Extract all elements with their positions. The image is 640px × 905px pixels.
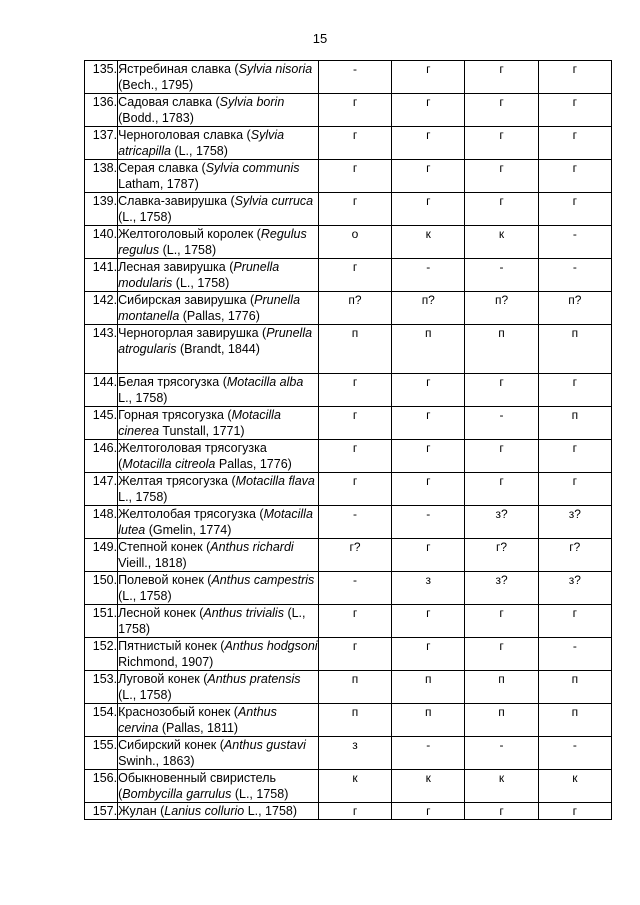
status-cell: г — [318, 127, 391, 160]
species-russian-name: Жулан ( — [118, 804, 165, 818]
status-cell: г — [538, 127, 611, 160]
species-name — [118, 737, 319, 770]
species-name — [118, 440, 319, 473]
species-name — [118, 803, 319, 820]
status-cell: г — [318, 605, 391, 638]
species-authority: Vieill., 1818) — [118, 556, 187, 570]
status-cell: - — [465, 259, 538, 292]
species-authority: L., 1758) — [118, 391, 168, 405]
status-cell: - — [318, 61, 391, 94]
row-number: 135. — [85, 61, 118, 94]
table-row — [85, 127, 612, 160]
table-row — [85, 605, 612, 638]
status-cell: з — [318, 737, 391, 770]
species-russian-name: Садовая славка ( — [118, 95, 220, 109]
row-number: 145. — [85, 407, 118, 440]
status-cell: г — [392, 193, 465, 226]
row-number: 155. — [85, 737, 118, 770]
status-cell: п — [392, 671, 465, 704]
status-cell: - — [318, 572, 391, 605]
status-cell: п — [465, 325, 538, 374]
species-russian-name: Обыкновенный свиристель ( — [118, 771, 276, 801]
status-cell: г — [465, 605, 538, 638]
status-cell: г — [318, 374, 391, 407]
species-latin-name: Sylvia borin — [219, 95, 285, 109]
species-russian-name: Горная трясогузка ( — [118, 408, 232, 422]
species-russian-name: Полевой конек ( — [118, 573, 212, 587]
status-cell: - — [392, 506, 465, 539]
row-number: 144. — [85, 374, 118, 407]
species-russian-name: Степной конек ( — [118, 540, 211, 554]
species-authority: (Bodd., 1783) — [118, 111, 194, 125]
status-cell: г — [318, 803, 391, 820]
status-cell: п? — [392, 292, 465, 325]
row-number: 141. — [85, 259, 118, 292]
table-row — [85, 671, 612, 704]
status-cell: г — [538, 605, 611, 638]
table-row — [85, 506, 612, 539]
row-number: 156. — [85, 770, 118, 803]
status-cell: г — [465, 160, 538, 193]
row-number: 138. — [85, 160, 118, 193]
row-number: 147. — [85, 473, 118, 506]
status-cell: - — [392, 737, 465, 770]
species-name — [118, 193, 319, 226]
species-russian-name: Пятнистый конек ( — [118, 639, 225, 653]
status-cell: г — [318, 160, 391, 193]
status-cell: г — [465, 193, 538, 226]
species-latin-name: Motacilla citreola — [122, 457, 216, 471]
status-cell: з? — [538, 572, 611, 605]
species-latin-name: Anthus campestris — [211, 573, 315, 587]
status-cell: - — [318, 506, 391, 539]
species-name — [118, 605, 319, 638]
status-cell: п — [318, 325, 391, 374]
status-cell: к — [392, 770, 465, 803]
status-cell: г — [538, 440, 611, 473]
species-authority: L., 1758) — [244, 804, 298, 818]
species-russian-name: Желтая трясогузка ( — [118, 474, 236, 488]
species-russian-name: Лесная завирушка ( — [118, 260, 234, 274]
row-number: 151. — [85, 605, 118, 638]
status-cell: п — [318, 671, 391, 704]
table-row — [85, 292, 612, 325]
status-cell: - — [465, 407, 538, 440]
species-latin-name: Regulus regulus — [118, 227, 307, 257]
row-number: 140. — [85, 226, 118, 259]
status-cell: г — [392, 605, 465, 638]
species-authority: (L., 1758) — [118, 606, 306, 636]
table-row — [85, 61, 612, 94]
species-authority: (L., 1758) — [172, 276, 230, 290]
table-row — [85, 770, 612, 803]
species-authority: Tunstall, 1771) — [159, 424, 245, 438]
status-cell: г — [538, 94, 611, 127]
species-authority: Swinh., 1863) — [118, 754, 195, 768]
species-name — [118, 473, 319, 506]
status-cell: г — [392, 374, 465, 407]
species-name — [118, 325, 319, 374]
status-cell: г — [318, 638, 391, 671]
species-authority: (Pallas, 1776) — [179, 309, 260, 323]
species-name — [118, 407, 319, 440]
species-name — [118, 127, 319, 160]
species-latin-name: Anthus trivialis — [203, 606, 284, 620]
status-cell: к — [465, 226, 538, 259]
species-latin-name: Motacilla flava — [235, 474, 315, 488]
species-name — [118, 61, 319, 94]
status-cell: п — [538, 704, 611, 737]
table-row — [85, 704, 612, 737]
status-cell: - — [538, 737, 611, 770]
species-latin-name: Prunella modularis — [118, 260, 280, 290]
species-russian-name: Черноголовая славка ( — [118, 128, 251, 142]
status-cell: з — [392, 572, 465, 605]
species-authority: (L., 1758) — [118, 589, 172, 603]
species-russian-name: Краснозобый конек ( — [118, 705, 238, 719]
table-row — [85, 325, 612, 374]
species-russian-name: Лесной конек ( — [118, 606, 204, 620]
species-russian-name: Черногорлая завирушка ( — [118, 326, 267, 340]
status-cell: - — [538, 226, 611, 259]
status-cell: г — [318, 407, 391, 440]
table-row — [85, 226, 612, 259]
species-name — [118, 572, 319, 605]
species-authority: (L., 1758) — [118, 688, 172, 702]
status-cell: г — [538, 193, 611, 226]
species-latin-name: Sylvia atricapilla — [118, 128, 285, 158]
species-latin-name: Motacilla alba — [226, 375, 304, 389]
row-number: 137. — [85, 127, 118, 160]
table-row — [85, 473, 612, 506]
row-number: 136. — [85, 94, 118, 127]
species-authority: (Brandt, 1844) — [176, 342, 260, 356]
row-number: 153. — [85, 671, 118, 704]
table-row — [85, 440, 612, 473]
species-russian-name: Белая трясогузка ( — [118, 375, 227, 389]
row-number: 150. — [85, 572, 118, 605]
status-cell: г — [318, 259, 391, 292]
species-authority: L., 1758) — [118, 490, 168, 504]
species-russian-name: Желтоголовый королек ( — [118, 227, 261, 241]
species-russian-name: Желтоголовая трясогузка ( — [118, 441, 267, 471]
species-latin-name: Anthus hodgsoni — [224, 639, 318, 653]
species-latin-name: Prunella atrogularis — [118, 326, 313, 356]
status-cell: к — [318, 770, 391, 803]
species-authority: Latham, 1787) — [118, 177, 199, 191]
species-name — [118, 292, 319, 325]
row-number: 139. — [85, 193, 118, 226]
status-cell: п — [538, 325, 611, 374]
species-name — [118, 638, 319, 671]
row-number: 157. — [85, 803, 118, 820]
status-cell: п — [465, 704, 538, 737]
status-cell: п — [465, 671, 538, 704]
status-cell: - — [392, 259, 465, 292]
species-russian-name: Ястребиная славка ( — [118, 62, 239, 76]
species-authority: (L., 1758) — [118, 210, 172, 224]
status-cell: г — [392, 803, 465, 820]
status-cell: п — [318, 704, 391, 737]
species-name — [118, 226, 319, 259]
species-latin-name: Bombycilla garrulus — [122, 787, 232, 801]
species-name — [118, 160, 319, 193]
status-cell: г — [392, 539, 465, 572]
status-cell: г? — [538, 539, 611, 572]
status-cell: г — [465, 94, 538, 127]
species-name — [118, 506, 319, 539]
species-authority: (L., 1758) — [231, 787, 289, 801]
page-number: 15 — [312, 31, 328, 46]
status-cell: г — [392, 473, 465, 506]
species-table — [84, 60, 612, 820]
status-cell: г — [538, 374, 611, 407]
status-cell: г? — [318, 539, 391, 572]
status-cell: г — [392, 638, 465, 671]
status-cell: г — [392, 61, 465, 94]
status-cell: з? — [538, 506, 611, 539]
species-name — [118, 671, 319, 704]
species-name — [118, 770, 319, 803]
row-number: 152. — [85, 638, 118, 671]
status-cell: к — [465, 770, 538, 803]
status-cell: п? — [465, 292, 538, 325]
species-latin-name: Sylvia curruca — [234, 194, 314, 208]
species-russian-name: Желтолобая трясогузка ( — [118, 507, 264, 521]
status-cell: г — [465, 803, 538, 820]
status-cell: г — [465, 374, 538, 407]
status-cell: г — [318, 473, 391, 506]
status-cell: г — [392, 160, 465, 193]
species-table-body — [85, 61, 612, 820]
species-name — [118, 539, 319, 572]
status-cell: г — [465, 61, 538, 94]
status-cell: г — [465, 473, 538, 506]
status-cell: г — [318, 94, 391, 127]
species-latin-name: Anthus pratensis — [207, 672, 301, 686]
species-name — [118, 704, 319, 737]
species-russian-name: Серая славка ( — [118, 161, 206, 175]
species-latin-name: Sylvia nisoria — [238, 62, 313, 76]
status-cell: п — [392, 704, 465, 737]
species-latin-name: Anthus gustavi — [223, 738, 306, 752]
row-number: 154. — [85, 704, 118, 737]
species-name — [118, 259, 319, 292]
table-row — [85, 638, 612, 671]
status-cell: г — [538, 473, 611, 506]
species-latin-name: Motacilla cinerea — [118, 408, 281, 438]
row-number: 146. — [85, 440, 118, 473]
species-authority: (L., 1758) — [170, 144, 228, 158]
status-cell: г — [465, 127, 538, 160]
status-cell: г — [538, 61, 611, 94]
row-number: 148. — [85, 506, 118, 539]
species-russian-name: Сибирская завирушка ( — [118, 293, 255, 307]
status-cell: г — [465, 638, 538, 671]
table-row — [85, 539, 612, 572]
table-row — [85, 737, 612, 770]
status-cell: г — [538, 803, 611, 820]
species-russian-name: Славка-завирушка ( — [118, 194, 235, 208]
status-cell: п? — [538, 292, 611, 325]
status-cell: к — [538, 770, 611, 803]
status-cell: - — [465, 737, 538, 770]
species-latin-name: Anthus cervina — [118, 705, 277, 735]
row-number: 149. — [85, 539, 118, 572]
species-authority: (Gmelin, 1774) — [145, 523, 232, 537]
status-cell: з? — [465, 506, 538, 539]
species-authority: (Bech., 1795) — [118, 78, 194, 92]
status-cell: п — [538, 407, 611, 440]
species-authority: (L., 1758) — [159, 243, 217, 257]
table-row — [85, 407, 612, 440]
species-authority: (Pallas, 1811) — [158, 721, 239, 735]
species-latin-name: Prunella montanella — [118, 293, 301, 323]
species-authority: Richmond, 1907) — [118, 655, 214, 669]
row-number: 142. — [85, 292, 118, 325]
status-cell: г? — [465, 539, 538, 572]
status-cell: - — [538, 638, 611, 671]
status-cell: п — [392, 325, 465, 374]
status-cell: г — [392, 407, 465, 440]
table-row — [85, 803, 612, 820]
species-name — [118, 374, 319, 407]
status-cell: о — [318, 226, 391, 259]
status-cell: к — [392, 226, 465, 259]
table-row — [85, 160, 612, 193]
table-row — [85, 572, 612, 605]
status-cell: г — [465, 440, 538, 473]
species-authority: Pallas, 1776) — [215, 457, 292, 471]
status-cell: г — [318, 193, 391, 226]
status-cell: г — [318, 440, 391, 473]
species-latin-name: Anthus richardi — [210, 540, 294, 554]
species-russian-name: Сибирский конек ( — [118, 738, 224, 752]
table-row — [85, 259, 612, 292]
row-number: 143. — [85, 325, 118, 374]
table-row — [85, 94, 612, 127]
status-cell: п — [538, 671, 611, 704]
status-cell: - — [538, 259, 611, 292]
species-latin-name: Lanius collurio — [164, 804, 245, 818]
status-cell: п? — [318, 292, 391, 325]
status-cell: г — [392, 440, 465, 473]
status-cell: г — [392, 127, 465, 160]
table-row — [85, 193, 612, 226]
status-cell: г — [392, 94, 465, 127]
species-latin-name: Motacilla lutea — [118, 507, 313, 537]
species-name — [118, 94, 319, 127]
species-latin-name: Sylvia communis — [205, 161, 300, 175]
species-russian-name: Луговой конек ( — [118, 672, 208, 686]
status-cell: г — [538, 160, 611, 193]
status-cell: з? — [465, 572, 538, 605]
table-row — [85, 374, 612, 407]
